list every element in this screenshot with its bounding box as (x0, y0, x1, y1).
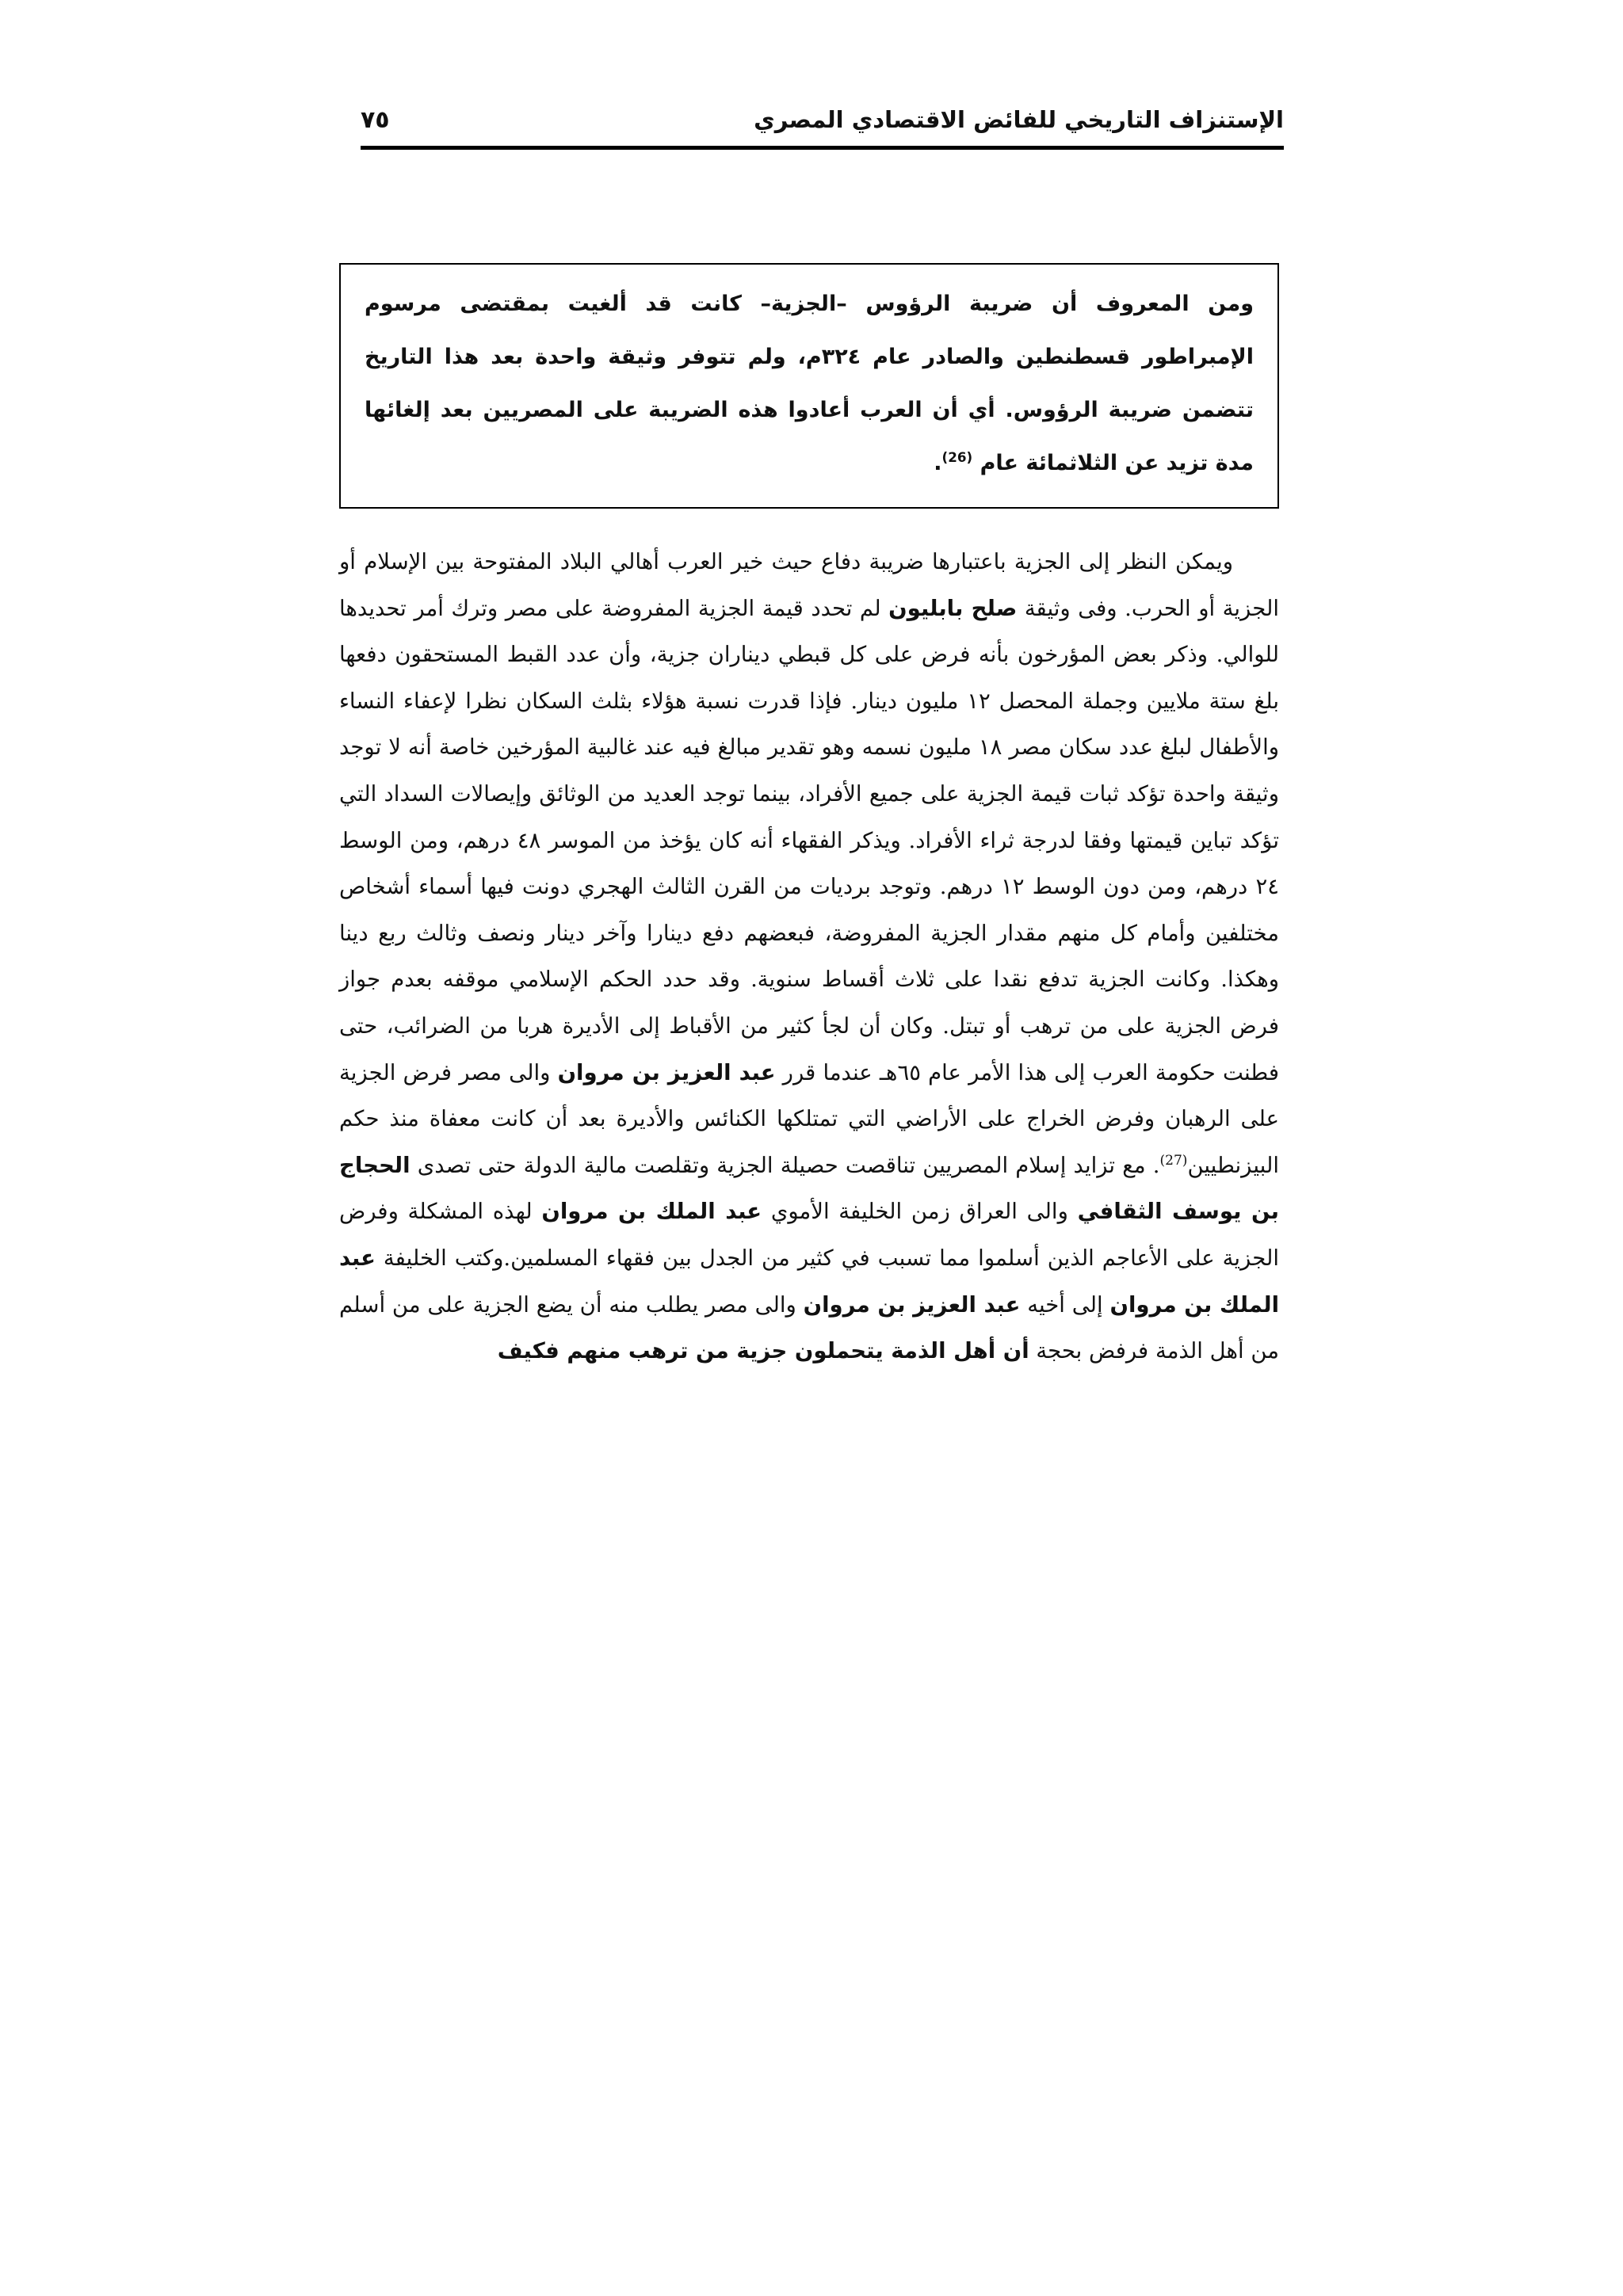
footnote-ref-27: (27) (1159, 1152, 1188, 1169)
quote-end: . (934, 451, 942, 475)
body-text-run: لم تحدد قيمة الجزية المفروضة على مصر وترك أمر تحديدها للوالي. وذكر بعض المؤرخون بأنه فرض على كل قبطي ديناران جزية، وأن عدد القبط المستحقون دفعها بلغ ستة ملايين وجملة المحصل ١٢ مليون دينار. فإذا قدرت نسبة هؤلاء بثلث السكان نظرا لإعفاء النساء والأطفال لبلغ عدد سكان مصر ١٨ مليون نسمه وهو تقدير مبالغ فيه عند غالبية المؤرخين خاصة أنه لا توجد وثيقة واحدة تؤكد ثبات قيمة الجزية على جميع الأفراد، بينما توجد العديد من الوثائق وإيصالات السداد التي تؤكد تباين قيمتها وفقا لدرجة ثراء الأفراد. ويذكر الفقهاء أنه كان يؤخذ من الموسر ٤٨ درهم، ومن الوسط ٢٤ درهم، ومن دون الوسط ١٢ درهم. وتوجد برديات من القرن الثالث الهجري دونت فيها أسماء أشخاص مختلفين وأمام كل منهم مقدار الجزية المفروضة، فبعضهم دفع دينارا وآخر دينار ونصف وثالث ربع دينا وهكذا. وكانت الجزية تدفع نقدا على ثلاث أقساط سنوية. وقد حدد الحكم الإسلامي موقفه بعدم جواز فرض الجزية على من ترهب أو تبتل. وكان أن لجأ كثير من الأقباط إلى الأديرة هربا من الضرائب، حتى فطنت حكومة العرب إلى هذا الأمر عام ٦٥هـ عندما قرر (339, 595, 1279, 1085)
body-text-run: إلى أخيه (1027, 1291, 1103, 1318)
bold-term: عبد العزيز بن مروان (803, 1291, 1021, 1318)
body-text (339, 539, 1279, 1375)
header-title: الإستنزاف التاريخي للفائض الاقتصادي المصري (754, 106, 1284, 133)
bold-term: عبد الملك بن مروان (541, 1199, 762, 1225)
body-text-run: والى مصر فرض الجزية على الرهبان وفرض الخراج على الأراضي التي تمتلكها الكنائس والأديرة بعد أن كانت معفاة منذ حكم البيزنطيين (339, 1059, 1279, 1178)
body-text-run: لهذه المشكلة وفرض الجزية على الأعاجم الذين أسلموا مما تسبب في كثير من الجدل بين فقهاء المسلمين.وكتب الخليفة (339, 1199, 1279, 1271)
body-text-run: والى مصر يطلب منه أن يضع الجزية على من أسلم من أهل الذمة فرفض بحجة (339, 1291, 1279, 1364)
body-text-run: . مع تزايد إسلام المصريين تناقصت حصيلة الجزية وتقلصت مالية الدولة حتى تصدى (417, 1152, 1160, 1178)
bold-term: عبد الملك بن مروان (339, 1245, 1279, 1318)
quote-text: ومن المعروف أن ضريبة الرؤوس –الجزية– كانت قد ألغيت بمقتضى مرسوم الإمبراطور قسطنطين والصادر عام ٣٢٤م، ولم تتوفر وثيقة واحدة بعد هذا التاريخ تتضمن ضريبة الرؤوس. أي أن العرب أعادوا هذه الضريبة على المصريين بعد إلغائها مدة تزيد عن الثلاثمائة عام (365, 292, 1254, 475)
bold-term: أن أهل الذمة يتحملون جزية من ترهب منهم فكيف (497, 1338, 1029, 1364)
header-rule (361, 146, 1284, 150)
page-number: ٧٥ (361, 106, 390, 134)
footnote-ref-26: (26) (941, 449, 973, 465)
body-text-run: ويمكن النظر إلى الجزية باعتبارها ضريبة دفاع حيث خير العرب أهالي البلاد المفتوحة بين الإسلام أو الجزية أو الحرب. وفى وثيقة (339, 549, 1279, 621)
bold-term: صلح بابليون (888, 595, 1018, 621)
quote-paragraph (365, 277, 1254, 490)
body-paragraph (339, 539, 1279, 1375)
running-header (361, 101, 1284, 146)
bold-term: عبد العزيز بن مروان (557, 1059, 776, 1085)
body-text-run: والى العراق زمن الخليفة الأموي (770, 1199, 1068, 1225)
bold-term: الحجاج بن يوسف الثقافي (339, 1152, 1280, 1225)
quote-box (339, 263, 1279, 509)
